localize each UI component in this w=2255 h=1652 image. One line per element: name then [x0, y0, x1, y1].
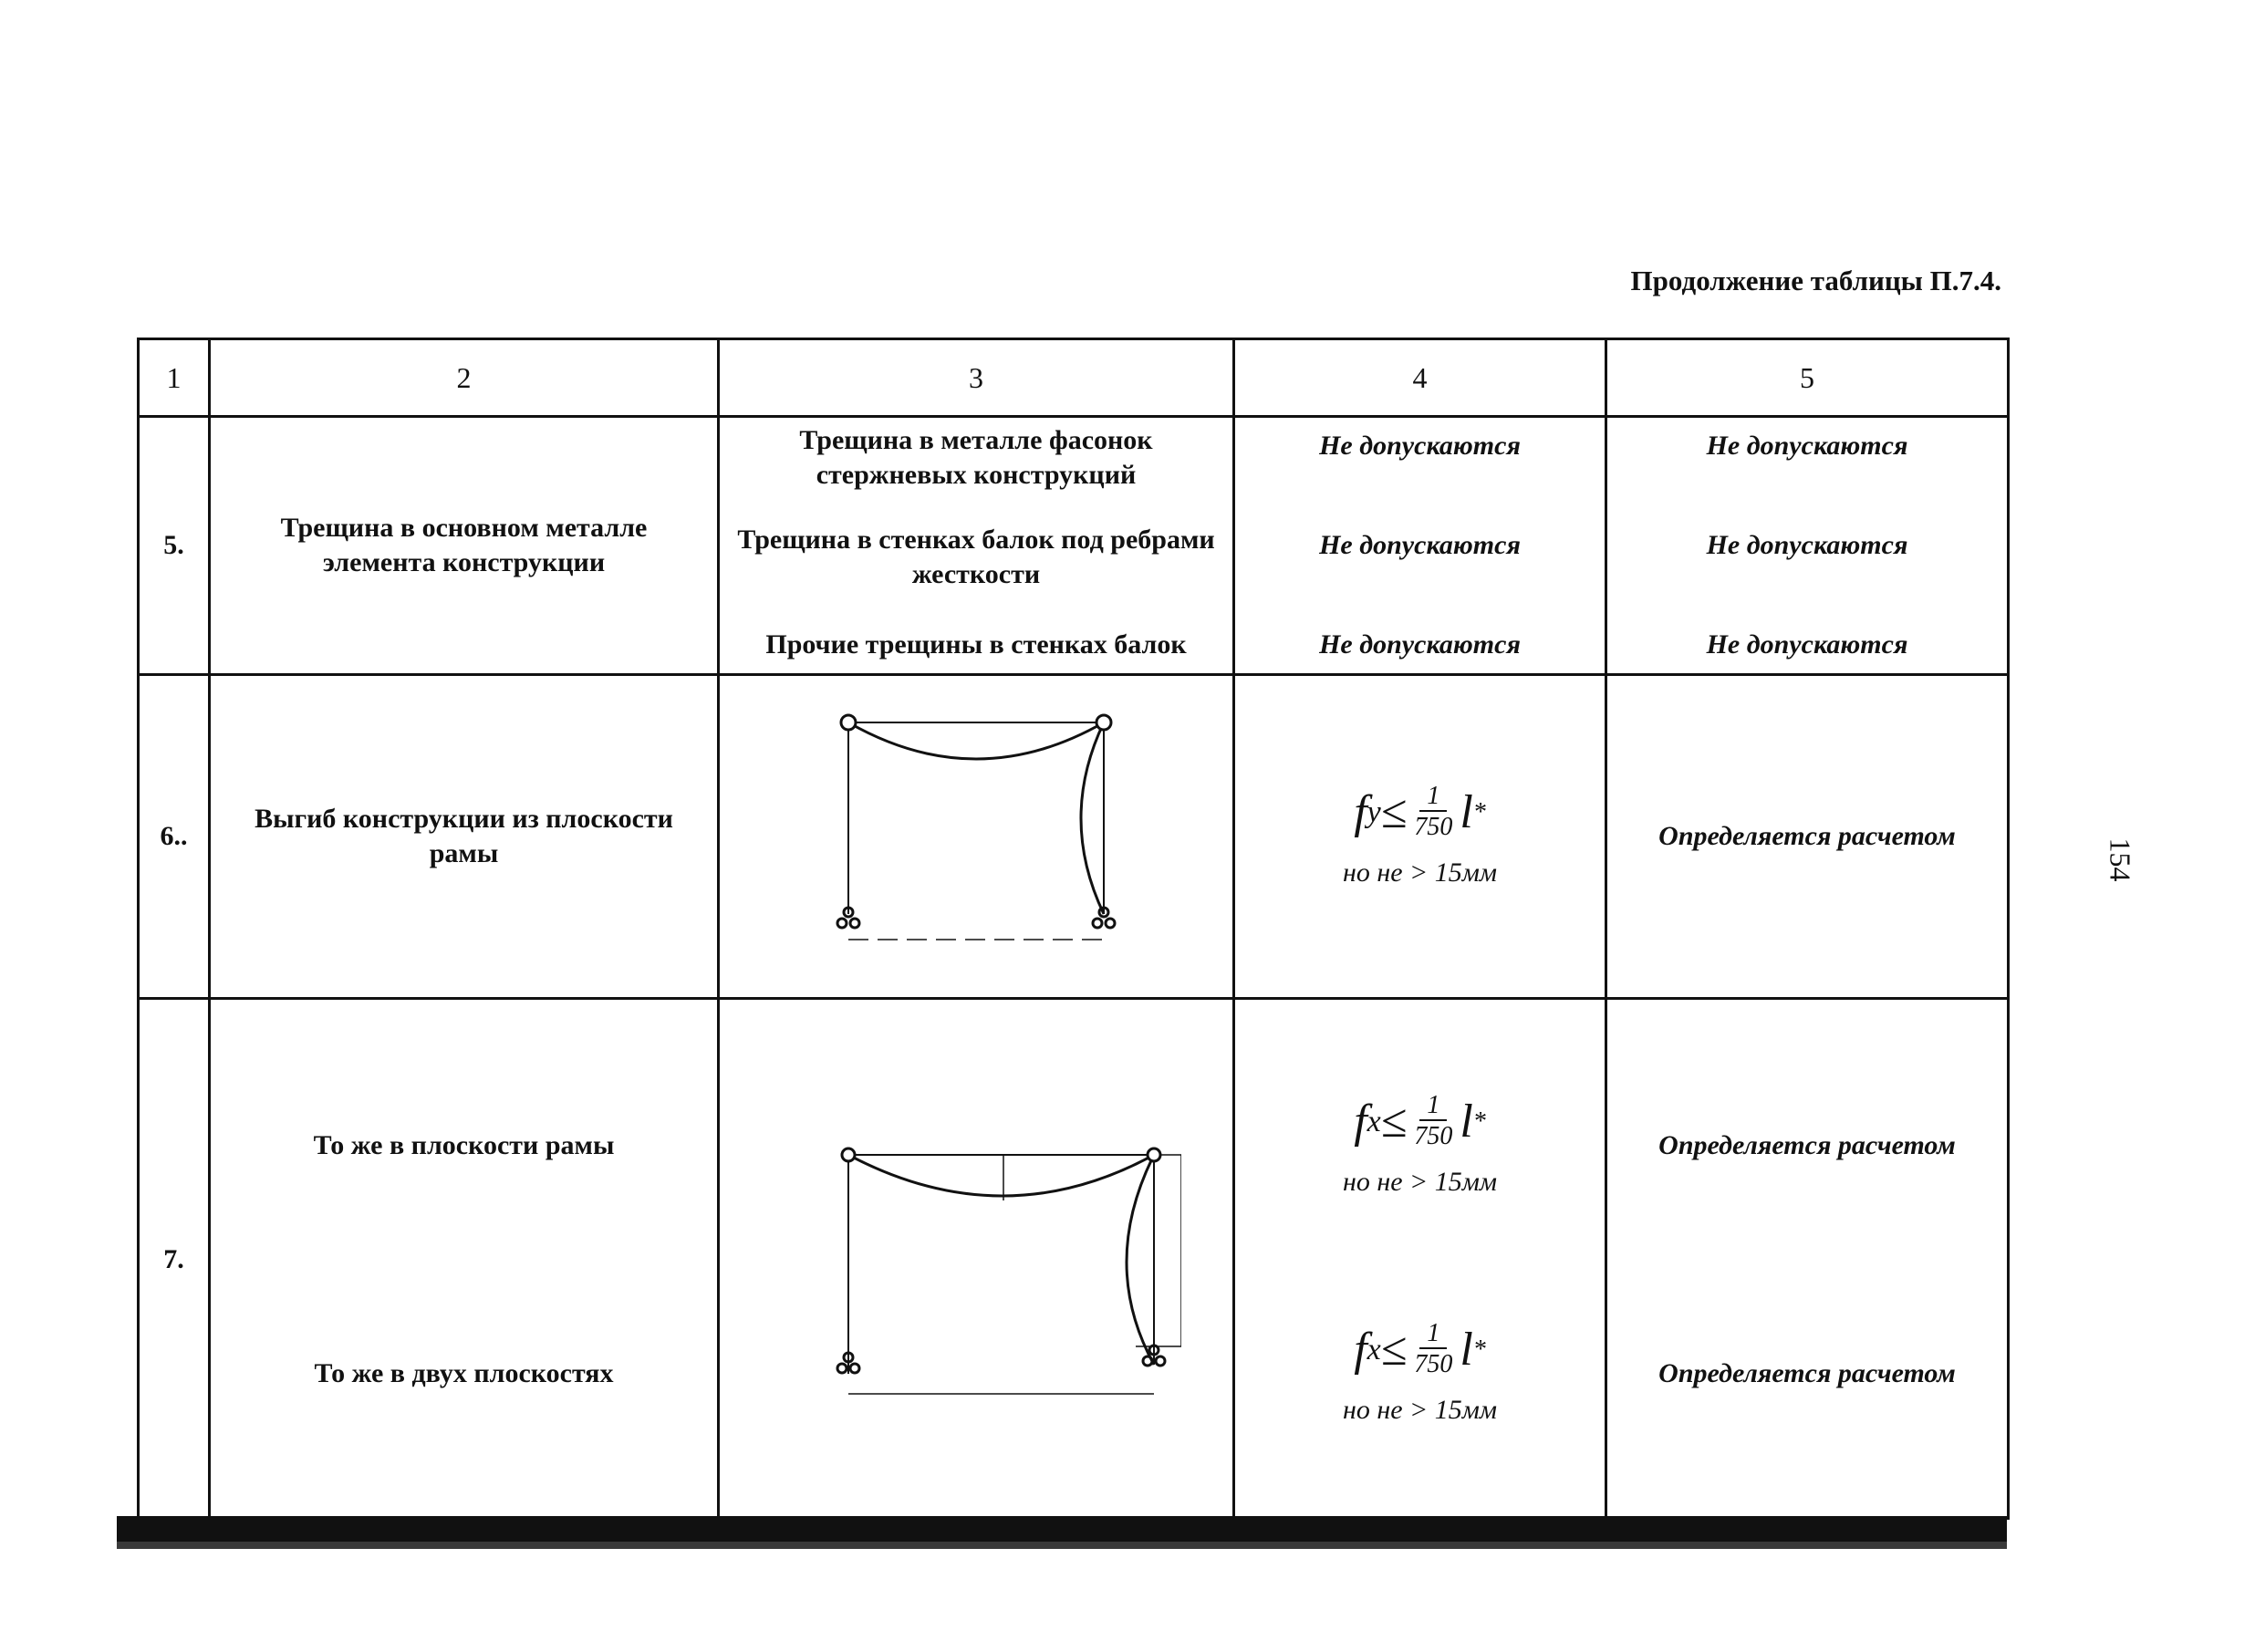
defect-description: Выгиб конструкции из плоскости рамы	[210, 675, 719, 999]
formula-fraction	[1414, 1320, 1452, 1380]
fraction-denominator: 750	[1414, 813, 1453, 842]
formula-limit: но не > 15мм	[1342, 857, 1498, 888]
formula-relation: ≤	[1380, 1323, 1408, 1376]
defect-description	[210, 999, 719, 1521]
row-number: 7.	[139, 999, 210, 1521]
formula-lhs: f	[1354, 1095, 1367, 1148]
deflection-formula	[1354, 1320, 1486, 1381]
fraction-denominator: 750	[1414, 1350, 1453, 1379]
frame-diagram-svg	[771, 1100, 1181, 1410]
defects-table	[137, 338, 2010, 1520]
formula-superscript: *	[1472, 797, 1486, 826]
formula-variable: l	[1460, 1095, 1473, 1148]
formula-variable: l	[1460, 785, 1473, 838]
limit-value: Не допускаются	[1706, 629, 1908, 660]
defect-case: То же в плоскости рамы	[313, 1129, 615, 1160]
frame-in-plane-diagram	[719, 999, 1234, 1521]
table-row-5	[139, 417, 2009, 675]
determination-case: Определяется расчетом	[1658, 1129, 1956, 1160]
frame-out-of-plane-diagram	[719, 675, 1234, 999]
fraction-denominator: 750	[1414, 1122, 1453, 1151]
limit-value: Не допускаются	[1319, 529, 1521, 560]
page-bottom-bar	[117, 1516, 2007, 1542]
formula-relation: ≤	[1380, 785, 1408, 838]
defect-description: Трещина в основном металле элемента конструкции	[210, 417, 719, 675]
formula-fraction	[1414, 1092, 1452, 1152]
fraction-numerator: 1	[1419, 1320, 1447, 1350]
formula-superscript: *	[1472, 1107, 1486, 1136]
frame-diagram-svg	[812, 695, 1140, 969]
formula-limit: но не > 15мм	[1342, 1395, 1498, 1426]
table-caption: Продолжение таблицы П.7.4.	[1630, 265, 2001, 296]
limit-value: Не допускаются	[1706, 430, 1908, 461]
formula-lhs: f	[1354, 785, 1367, 838]
formula-subscript: y	[1367, 795, 1381, 830]
page-bottom-bar-shadow	[117, 1542, 2007, 1549]
formula-fraction	[1414, 783, 1452, 843]
determination-note: Определяется расчетом	[1606, 675, 2009, 999]
header-cell-4: 4	[1234, 339, 1606, 417]
allowed-deflection	[1234, 999, 1606, 1521]
formula-variable: l	[1460, 1323, 1473, 1376]
header-cell-2: 2	[210, 339, 719, 417]
row-number: 6..	[139, 675, 210, 999]
formula-relation: ≤	[1380, 1095, 1408, 1148]
allowed-deflection	[1234, 675, 1606, 999]
fraction-numerator: 1	[1419, 783, 1447, 813]
formula-limit: но не > 15мм	[1342, 1167, 1498, 1198]
defect-case: То же в двух плоскостях	[314, 1357, 614, 1388]
table-row-6	[139, 675, 2009, 999]
table-header-row	[139, 339, 2009, 417]
location-item: Прочие трещины в стенках балок	[765, 629, 1187, 660]
limits-column-5	[1606, 417, 2009, 675]
location-item: Трещина в металле фасонок стержневых конструкций	[799, 425, 1153, 491]
formula-lhs: f	[1354, 1323, 1367, 1376]
limit-value: Не допускаются	[1319, 430, 1521, 461]
table-row-7	[139, 999, 2009, 1521]
fraction-numerator: 1	[1419, 1092, 1447, 1122]
determination-case: Определяется расчетом	[1658, 1357, 1956, 1388]
header-cell-3: 3	[719, 339, 1234, 417]
limit-value: Не допускаются	[1319, 629, 1521, 660]
limit-value: Не допускаются	[1706, 529, 1908, 560]
formula-subscript: x	[1367, 1105, 1381, 1139]
deflection-formula	[1354, 783, 1486, 844]
defect-locations	[719, 417, 1234, 675]
deflection-formula	[1354, 1092, 1486, 1153]
formula-subscript: x	[1367, 1333, 1381, 1367]
header-cell-5: 5	[1606, 339, 2009, 417]
formula-superscript: *	[1472, 1335, 1486, 1364]
page-number: 154	[2104, 837, 2137, 882]
determination-note	[1606, 999, 2009, 1521]
limits-column-4	[1234, 417, 1606, 675]
header-cell-1: 1	[139, 339, 210, 417]
row-number: 5.	[139, 417, 210, 675]
location-item: Трещина в стенках балок под ребрами жесткости	[737, 525, 1215, 590]
